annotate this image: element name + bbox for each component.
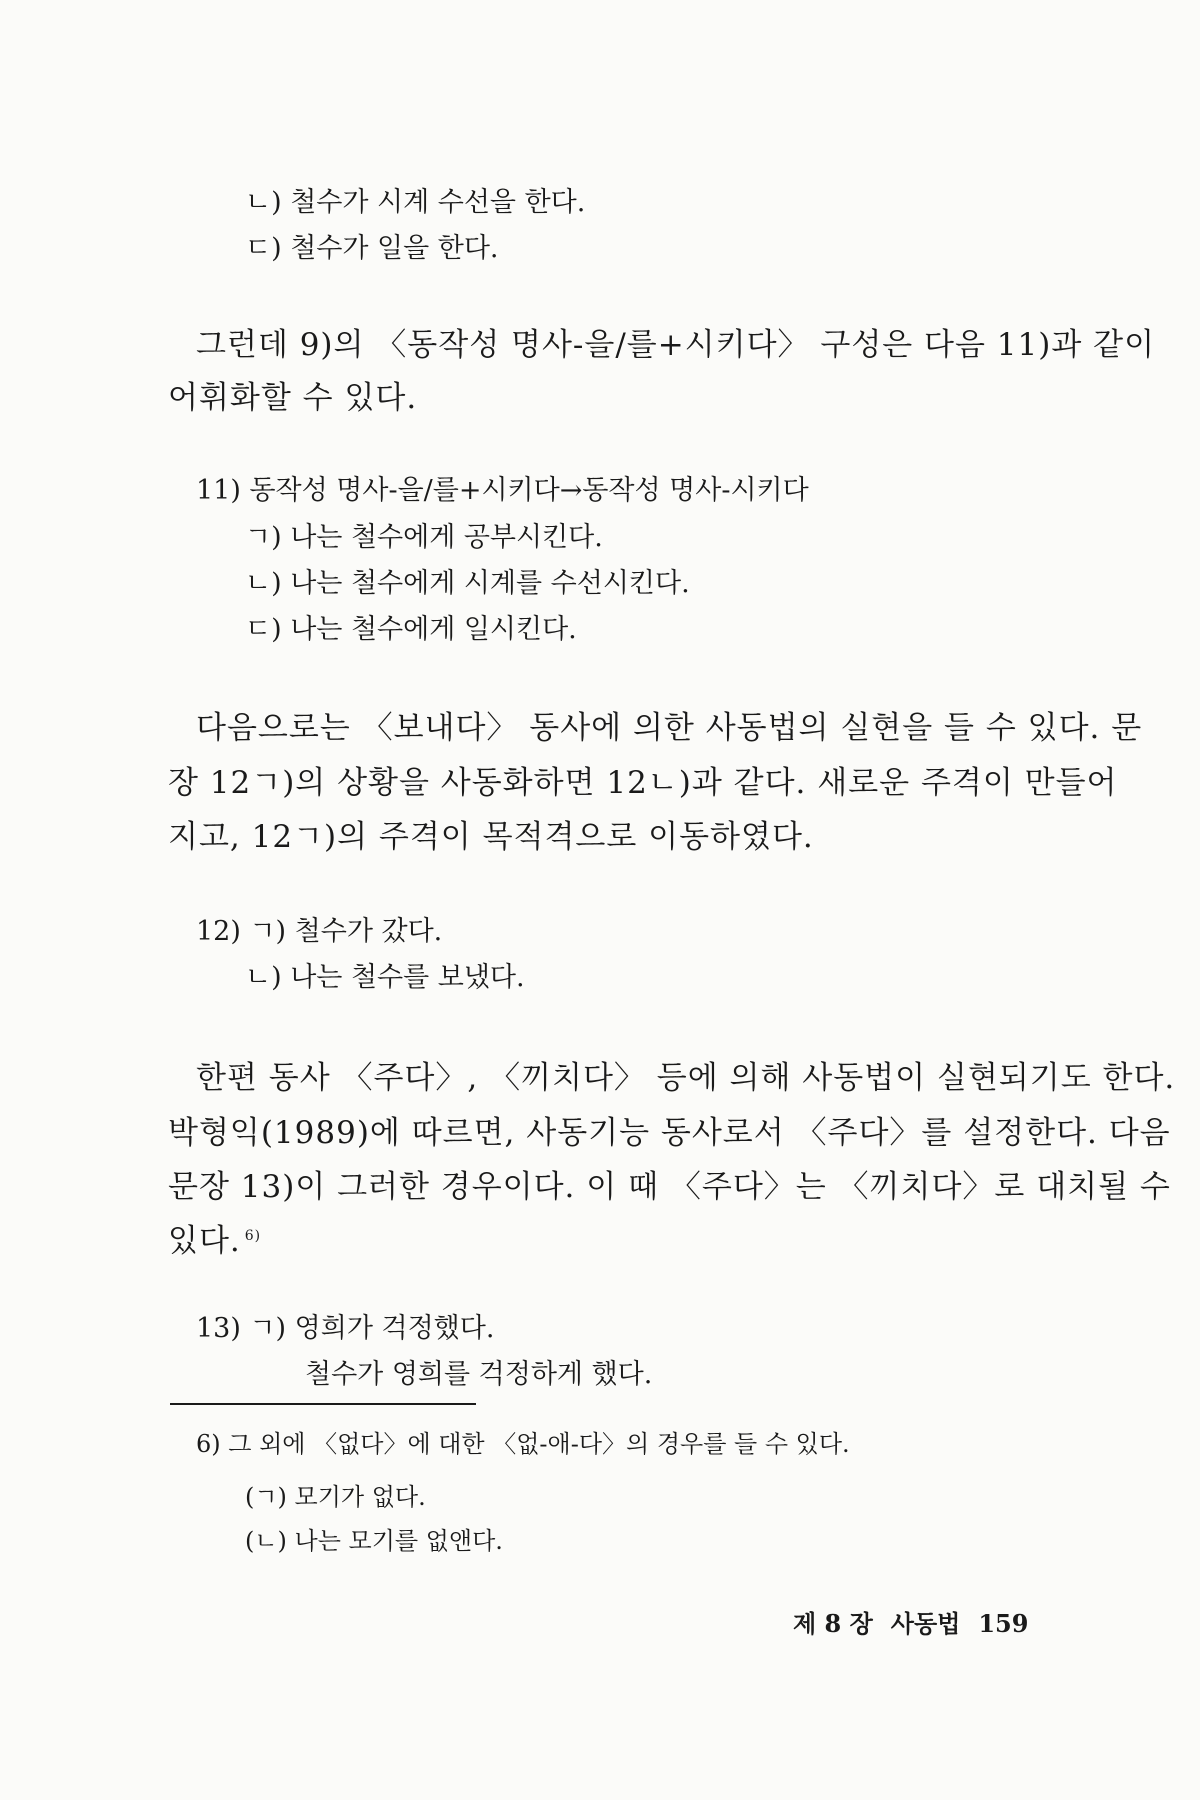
paragraph-2-line-1: 다음으로는 〈보내다〉 동사에 의한 사동법의 실현을 들 수 있다. 문	[196, 710, 1143, 746]
example-13-b: 철수가 영희를 걱정하게 했다.	[305, 1359, 653, 1390]
example-11-a: ㄱ) 나는 철수에게 공부시킨다.	[245, 522, 603, 553]
example-12-b: ㄴ) 나는 철수를 보냈다.	[245, 962, 525, 993]
example-11-header: 11) 동작성 명사-을/를+시키다→동작성 명사-시키다	[196, 475, 809, 506]
example-11-b: ㄴ) 나는 철수에게 시계를 수선시킨다.	[245, 568, 690, 599]
paragraph-3-line-2: 박형익(1989)에 따르면, 사동기능 동사로서 〈주다〉를 설정한다. 다음	[168, 1115, 1171, 1151]
footer-chapter: 제 8 장	[793, 1609, 873, 1638]
paragraph-2-line-2: 장 12ㄱ)의 상황을 사동화하면 12ㄴ)과 같다. 새로운 주격이 만들어	[168, 765, 1118, 801]
example-10-b: ㄴ) 철수가 시계 수선을 한다.	[245, 187, 586, 218]
paragraph-1-line-1: 그런데 9)의 〈동작성 명사-을/를+시키다〉 구성은 다음 11)과 같이	[196, 327, 1156, 363]
example-10-c: ㄷ) 철수가 일을 한다.	[245, 233, 499, 264]
page-number: 159	[978, 1609, 1029, 1638]
example-11-c: ㄷ) 나는 철수에게 일시킨다.	[245, 614, 577, 645]
footnote-text: 6) 그 외에 〈없다〉에 대한 〈없-애-다〉의 경우를 들 수 있다.	[196, 1430, 850, 1458]
footnote-separator	[170, 1403, 476, 1405]
footer-title: 사동법	[890, 1609, 961, 1638]
paragraph-3-line-4-text: 있다.	[168, 1223, 241, 1259]
paragraph-3-line-1: 한편 동사 〈주다〉, 〈끼치다〉 등에 의해 사동법이 실현되기도 한다.	[196, 1060, 1176, 1096]
footnote-item-a: (ㄱ) 모기가 없다.	[245, 1483, 426, 1511]
footnote-item-b: (ㄴ) 나는 모기를 없앤다.	[245, 1527, 503, 1555]
running-footer	[793, 1604, 1046, 1639]
example-12-a: 12) ㄱ) 철수가 갔다.	[196, 916, 443, 947]
footnote-reference: 6)	[244, 1227, 262, 1244]
paragraph-3-line-3: 문장 13)이 그러한 경우이다. 이 때 〈주다〉는 〈끼치다〉로 대치될 수	[168, 1169, 1171, 1205]
paragraph-3-line-4	[168, 1215, 261, 1260]
paragraph-1-line-2: 어휘화할 수 있다.	[168, 380, 418, 416]
example-13-a: 13) ㄱ) 영희가 걱정했다.	[196, 1313, 495, 1344]
paragraph-2-line-3: 지고, 12ㄱ)의 주격이 목적격으로 이동하였다.	[168, 819, 814, 855]
